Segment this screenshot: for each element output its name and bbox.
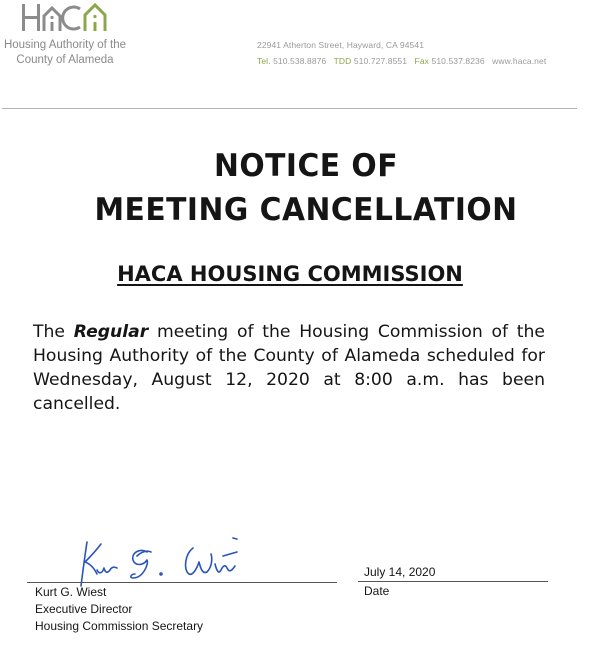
signature-line	[27, 582, 337, 583]
website: www.haca.net	[492, 56, 547, 66]
body-emphasis: Regular	[73, 322, 149, 342]
org-name-line2: County of Alameda	[16, 54, 114, 66]
haca-logo	[22, 2, 108, 32]
tdd-number: 510.727.8551	[353, 56, 408, 66]
fax-label: Fax	[414, 56, 430, 66]
notice-body	[33, 320, 545, 416]
tel-label: Tel.	[257, 56, 271, 66]
signatory-role: Housing Commission Secretary	[35, 619, 204, 633]
contact-line	[257, 56, 546, 66]
title-line2: MEETING CANCELLATION	[94, 192, 518, 228]
signatory-block	[35, 584, 203, 635]
tdd-label: TDD	[333, 56, 352, 66]
body-prefix: The	[33, 322, 74, 342]
logo-letter-h	[22, 4, 40, 31]
tel-number: 510.538.8876	[273, 56, 327, 66]
organization-name	[0, 38, 130, 68]
title-line1: NOTICE OF	[213, 148, 399, 184]
notice-subtitle	[0, 262, 580, 286]
signatory-title: Executive Director	[35, 602, 133, 616]
signature-image	[75, 530, 260, 588]
date-line	[358, 581, 548, 582]
date-label: Date	[364, 584, 390, 598]
letterhead-divider	[2, 108, 577, 109]
fax-number: 510.537.8236	[431, 56, 485, 66]
logo-a-door	[51, 22, 54, 31]
org-name-line1: Housing Authority of the	[3, 39, 127, 51]
date-value: July 14, 2020	[364, 565, 436, 579]
subtitle-text: HACA HOUSING COMMISSION	[117, 262, 463, 286]
logo-letter-c	[63, 7, 80, 29]
body-rest: meeting of the Housing Commission of the Housing Authority of the County of Alameda scheduled for Wednesday, August 12, 2020 at 8:00 a.m. has been cancelled.	[33, 322, 545, 414]
notice-title	[0, 144, 612, 232]
address: 22941 Atherton Street, Hayward, CA 94541	[257, 40, 425, 50]
signatory-name: Kurt G. Wiest	[35, 585, 107, 599]
